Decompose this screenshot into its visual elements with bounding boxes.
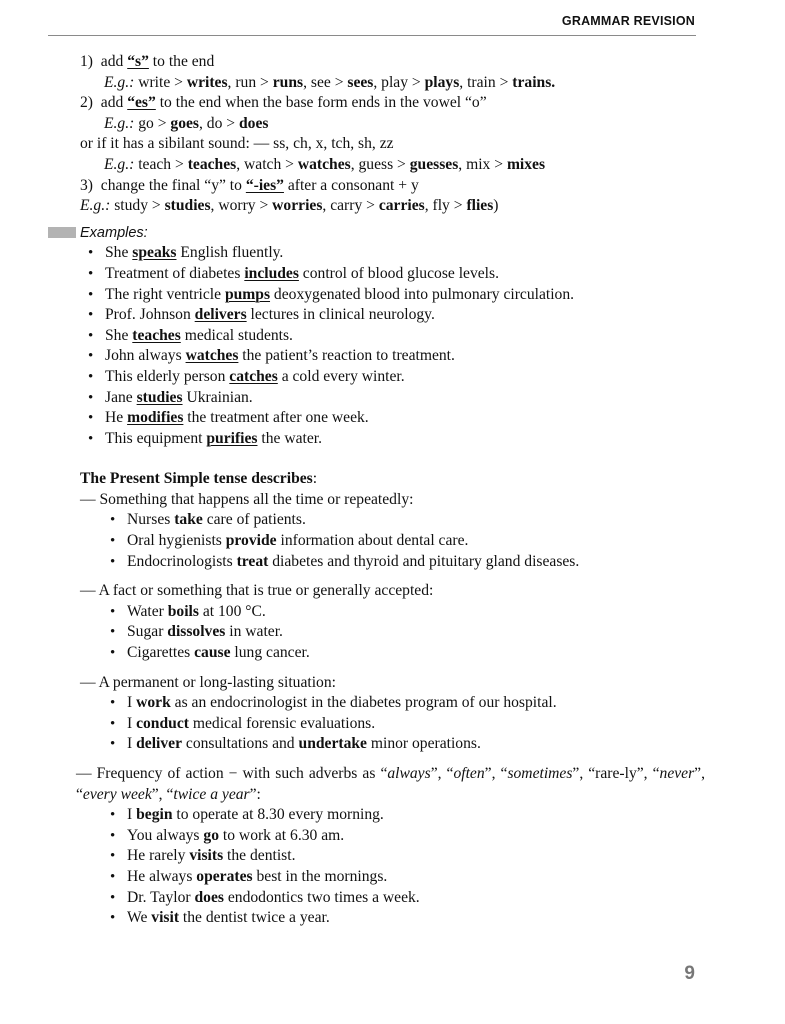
example-sentence xyxy=(127,888,705,909)
sentence-text: the patient’s reaction to treatment. xyxy=(238,347,455,365)
eg-base-form: watch > xyxy=(240,155,298,173)
rule-3-ending: “-ies” xyxy=(245,176,284,194)
verb-highlight: includes xyxy=(244,264,299,282)
verb-highlight: purifies xyxy=(206,429,258,447)
verb-highlight: operates xyxy=(196,867,253,885)
sentence-text: She xyxy=(105,326,133,344)
example-sentence xyxy=(105,326,705,347)
verb-highlight: work xyxy=(136,694,171,712)
eg-third-person-form: does xyxy=(239,114,269,132)
eg-label: E.g.: xyxy=(104,155,135,173)
eg-label: E.g.: xyxy=(104,73,135,91)
eg-separator: , xyxy=(373,73,378,91)
verb-highlight: studies xyxy=(136,388,183,406)
verb-highlight: conduct xyxy=(136,714,189,732)
verb-highlight: speaks xyxy=(132,244,177,262)
eg-base-form: see > xyxy=(306,73,348,91)
sentence-text: as an endocrinologist in the diabetes program of our hospital. xyxy=(170,694,557,712)
spelling-rules xyxy=(80,52,705,217)
eg-base-form: train > xyxy=(463,73,513,91)
eg-separator: , xyxy=(210,197,215,215)
verb-highlight: delivers xyxy=(194,306,247,324)
sentence-text: care of patients. xyxy=(202,511,306,529)
verb-highlight: teaches xyxy=(132,326,181,344)
eg-base-form: run > xyxy=(231,73,273,91)
examples-group-2 xyxy=(80,326,705,388)
sentence-text: control of blood glucose levels. xyxy=(298,264,499,282)
header-divider xyxy=(48,35,696,36)
section-title: The Present Simple tense describes: xyxy=(80,470,318,488)
sentence-text: best in the mornings. xyxy=(252,867,388,885)
example-sentence xyxy=(105,285,705,306)
eg-third-person-form: worries xyxy=(272,197,323,215)
frequency-heading xyxy=(76,764,705,805)
eg-separator: , xyxy=(350,155,355,173)
text-fragment: ”: xyxy=(249,785,261,803)
eg-base-form: play > xyxy=(377,73,425,91)
text-fragment: ”, “ xyxy=(76,765,705,803)
eg-separator: , xyxy=(459,73,464,91)
use-examples xyxy=(80,805,705,929)
page-number: 9 xyxy=(684,963,695,984)
sentence-text: He always xyxy=(127,867,197,885)
eg-separator: , xyxy=(458,155,463,173)
adverb: always xyxy=(387,765,431,782)
example-sentence xyxy=(127,552,705,573)
verb-highlight: treat xyxy=(236,552,269,570)
eg-base-form: study > xyxy=(110,197,165,215)
eg-separator: , xyxy=(322,197,327,215)
verb-highlight: modifies xyxy=(127,409,184,427)
eg-base-form: mix > xyxy=(462,155,507,173)
example-sentence xyxy=(105,429,705,450)
eg-base-form: teach > xyxy=(134,155,188,173)
eg-third-person-form: sees xyxy=(347,73,374,91)
verb-highlight: dissolves xyxy=(167,623,226,641)
example-sentence xyxy=(127,643,705,664)
sentence-text: lectures in clinical neurology. xyxy=(246,306,435,324)
adverb: every week xyxy=(82,785,152,803)
eg-items xyxy=(134,115,268,132)
eg-items xyxy=(110,197,498,214)
sentence-text: Oral hygienists xyxy=(127,532,226,550)
use-examples xyxy=(80,510,705,572)
examples-group-1 xyxy=(80,243,705,325)
eg-third-person-form: carries xyxy=(378,197,425,215)
sentence-text: Sugar xyxy=(127,623,168,641)
sentence-text: medical forensic evaluations. xyxy=(188,714,376,732)
example-sentence xyxy=(127,867,705,888)
eg-third-person-form: teaches xyxy=(187,155,237,173)
example-sentence xyxy=(127,531,705,552)
verb-highlight: take xyxy=(174,511,203,529)
example-sentence xyxy=(105,408,705,429)
sentence-text: minor operations. xyxy=(366,735,481,753)
sentence-text: the dentist twice a year. xyxy=(179,909,330,927)
example-sentence xyxy=(127,622,705,643)
eg-third-person-form: flies xyxy=(466,197,494,215)
sentence-text: Treatment of diabetes xyxy=(105,264,245,282)
verb-highlight: begin xyxy=(136,806,173,824)
rule-1: 1) add “s” to the end xyxy=(80,53,215,70)
verb-highlight: undertake xyxy=(298,735,367,753)
sentence-text: the water. xyxy=(257,429,322,447)
eg-label: E.g.: xyxy=(80,197,111,215)
eg-label: E.g.: xyxy=(104,114,135,132)
example-sentence xyxy=(127,714,705,735)
sentence-text: Prof. Johnson xyxy=(105,306,195,324)
sentence-text: The right ventricle xyxy=(105,285,225,303)
verb-highlight: deliver xyxy=(136,735,182,753)
sentence-text: Cigarettes xyxy=(127,644,195,662)
header-title: GRAMMAR REVISION xyxy=(561,14,695,28)
example-sentence xyxy=(127,805,705,826)
example-sentence xyxy=(127,734,705,755)
example-sentence xyxy=(105,388,705,409)
examples-label: Examples: xyxy=(80,224,148,241)
adverb: never xyxy=(659,765,695,782)
sentence-text: Endocrinologists xyxy=(127,552,237,570)
sentence-text: John always xyxy=(105,347,186,365)
example-sentence xyxy=(105,367,705,388)
adverb: sometimes xyxy=(507,765,573,782)
adverb: often xyxy=(453,765,485,782)
sentence-text: He rarely xyxy=(127,847,190,865)
text-fragment: ”, “ xyxy=(430,765,454,782)
rule-1-ending: “s” xyxy=(127,53,149,70)
sentence-text: You always xyxy=(127,826,204,844)
example-sentence xyxy=(127,602,705,623)
eg-separator: , xyxy=(236,155,241,173)
sentence-text: I xyxy=(127,694,137,712)
sentence-text: deoxygenated blood into pulmonary circulation. xyxy=(270,285,575,303)
eg-base-form: go > xyxy=(134,114,171,132)
eg-separator: , xyxy=(303,73,307,91)
rule-2-ending: “es” xyxy=(127,94,156,112)
example-sentence xyxy=(127,693,705,714)
sentence-text: She xyxy=(105,244,133,262)
sentence-text: This elderly person xyxy=(105,367,230,385)
rule-3: 3) change the final “y” to “-ies” after a consonant + y xyxy=(80,176,419,194)
sentence-text: medical students. xyxy=(180,326,293,344)
sentence-text: information about dental care. xyxy=(276,532,469,550)
rule-2-sibilant-example xyxy=(80,155,705,176)
example-sentence xyxy=(105,264,705,285)
eg-separator: ) xyxy=(493,197,499,215)
sentence-text: Nurses xyxy=(127,511,175,529)
use-repeated xyxy=(80,490,705,572)
use-permanent xyxy=(80,673,705,755)
eg-base-form: fly > xyxy=(428,197,467,215)
sentence-text: to work at 6.30 am. xyxy=(219,826,345,844)
example-sentence xyxy=(127,510,705,531)
sentence-text: We xyxy=(127,909,152,927)
use-frequency xyxy=(76,764,705,929)
page-content xyxy=(76,52,705,929)
rule-1-example xyxy=(80,73,705,94)
example-sentence xyxy=(127,826,705,847)
eg-separator: , xyxy=(424,197,429,215)
sentence-text: in water. xyxy=(225,623,283,641)
example-sentence xyxy=(127,846,705,867)
sentence-text: Water xyxy=(127,602,168,620)
use-heading: — Something that happens all the time or repeatedly: xyxy=(80,490,414,508)
verb-highlight: visits xyxy=(189,847,224,865)
sentence-text: the treatment after one week. xyxy=(183,409,369,427)
text-fragment: ”, “ xyxy=(484,765,508,782)
eg-third-person-form: trains. xyxy=(512,73,556,91)
sentence-text: English fluently. xyxy=(176,244,284,262)
sentence-text: Ukrainian. xyxy=(182,388,253,406)
sentence-text: diabetes and thyroid and pituitary gland diseases. xyxy=(268,552,580,570)
example-sentence xyxy=(105,243,705,264)
sentence-text: Jane xyxy=(105,388,137,406)
sentence-text: at 100 °C. xyxy=(198,602,266,620)
sentence-text: to operate at 8.30 every morning. xyxy=(172,806,384,824)
sentence-text: This equipment xyxy=(105,429,207,447)
sentence-text: lung cancer. xyxy=(230,644,310,662)
rule-2: 2) add “es” to the end when the base form ends in the vowel “o” xyxy=(80,94,487,112)
rule-2-sibilant: or if it has a sibilant sound: — ss, ch, x, tch, sh, zz xyxy=(80,135,394,153)
sentence-text: endodontics two times a week. xyxy=(223,888,420,906)
eg-base-form: do > xyxy=(202,114,239,132)
use-examples xyxy=(80,602,705,664)
sentence-text: a cold every winter. xyxy=(277,367,405,385)
sentence-text: consultations and xyxy=(182,735,299,753)
sentence-text: Dr. Taylor xyxy=(127,888,195,906)
eg-third-person-form: guesses xyxy=(409,155,459,173)
verb-highlight: watches xyxy=(185,347,239,365)
verb-highlight: go xyxy=(203,826,219,844)
rule-3-example xyxy=(80,196,705,217)
sentence-text: I xyxy=(127,714,137,732)
examples-group-3 xyxy=(80,388,705,450)
eg-base-form: write > xyxy=(134,73,187,91)
eg-items xyxy=(134,74,555,91)
eg-third-person-form: writes xyxy=(186,73,228,91)
sentence-text: I xyxy=(127,735,137,753)
eg-third-person-form: runs xyxy=(272,73,304,91)
eg-base-form: guess > xyxy=(354,155,410,173)
example-sentence xyxy=(105,305,705,326)
eg-base-form: worry > xyxy=(214,197,273,215)
eg-third-person-form: watches xyxy=(297,155,351,173)
eg-third-person-form: plays xyxy=(424,73,460,91)
verb-highlight: provide xyxy=(225,532,277,550)
rule-2-example xyxy=(80,114,705,135)
eg-separator: , xyxy=(199,114,203,132)
text-fragment: — Frequency of action − with such adverbs as “ xyxy=(76,765,388,782)
eg-separator: , xyxy=(227,73,232,91)
use-examples xyxy=(80,693,705,755)
sentence-text: the dentist. xyxy=(223,847,296,865)
eg-third-person-form: studies xyxy=(164,197,211,215)
verb-highlight: does xyxy=(194,888,224,906)
eg-base-form: carry > xyxy=(326,197,379,215)
eg-third-person-form: mixes xyxy=(506,155,546,173)
verb-highlight: cause xyxy=(194,644,231,662)
verb-highlight: pumps xyxy=(224,285,271,303)
text-fragment: ”, “rare-ly”, “ xyxy=(572,765,660,782)
section-marker xyxy=(48,227,76,238)
example-sentence xyxy=(127,908,705,929)
example-sentence xyxy=(105,346,705,367)
sentence-text: I xyxy=(127,806,137,824)
use-fact xyxy=(80,581,705,663)
use-heading: — A fact or something that is true or generally accepted: xyxy=(80,582,434,600)
eg-items xyxy=(134,156,545,173)
sentence-text: He xyxy=(105,409,128,427)
use-heading: — A permanent or long-lasting situation: xyxy=(80,673,336,691)
eg-third-person-form: goes xyxy=(170,114,199,132)
verb-highlight: visit xyxy=(151,909,180,927)
verb-highlight: catches xyxy=(229,367,278,385)
examples-heading xyxy=(80,223,705,244)
text-fragment: ”, “ xyxy=(151,785,174,803)
verb-highlight: boils xyxy=(167,602,199,620)
adverb: twice a year xyxy=(173,785,250,803)
